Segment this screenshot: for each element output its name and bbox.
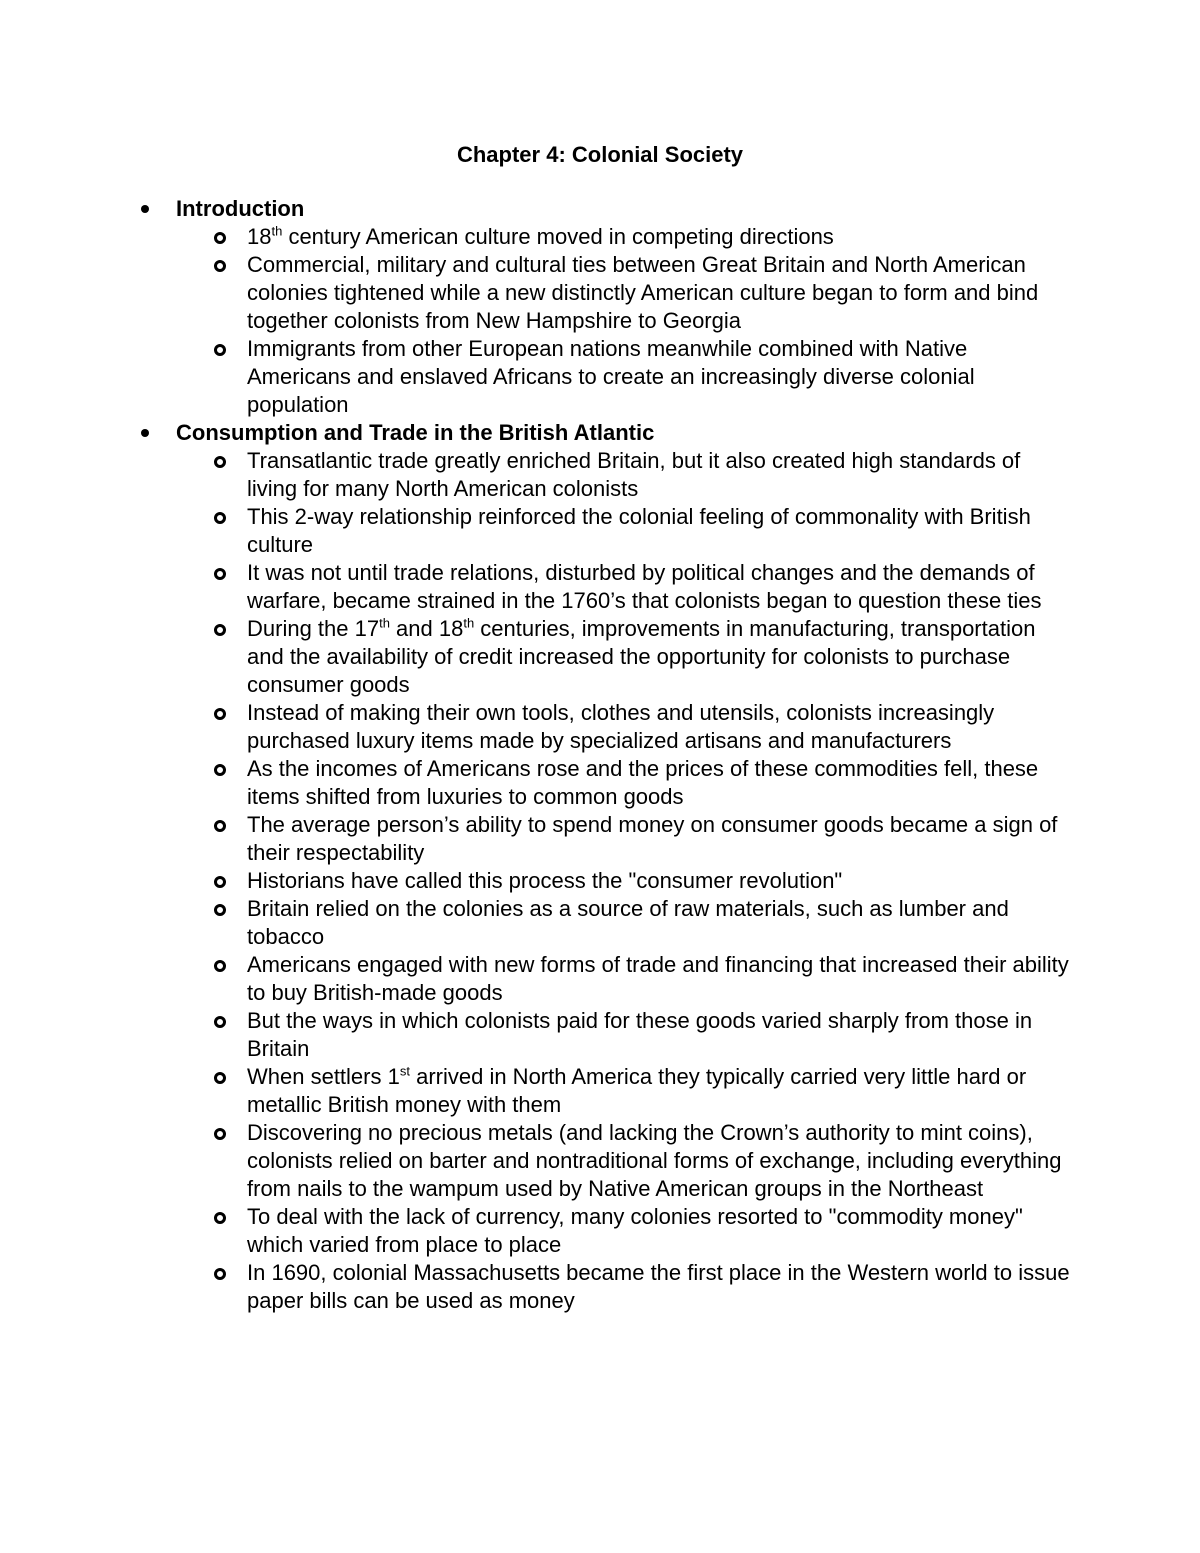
list-item-text: This 2-way relationship reinforced the colonial feeling of commonality with British culture bbox=[247, 504, 1031, 557]
list-item bbox=[140, 755, 1070, 811]
sub-list bbox=[140, 447, 1070, 1315]
hollow-bullet-icon bbox=[214, 568, 226, 580]
ordinal-superscript: th bbox=[463, 615, 475, 631]
list-item bbox=[140, 699, 1070, 755]
hollow-bullet-icon bbox=[214, 820, 226, 832]
hollow-bullet-icon bbox=[214, 1016, 226, 1028]
hollow-bullet-icon bbox=[214, 512, 226, 524]
section bbox=[140, 195, 1070, 419]
section-heading-text: Consumption and Trade in the British Atlantic bbox=[176, 420, 655, 445]
list-item-text: During the 17 bbox=[247, 616, 380, 641]
filled-bullet-icon bbox=[141, 205, 149, 213]
list-item bbox=[140, 951, 1070, 1007]
list-item-text: To deal with the lack of currency, many colonies resorted to "commodity money" which varied from place to place bbox=[247, 1204, 1023, 1257]
list-item-text: Britain relied on the colonies as a source of raw materials, such as lumber and tobacco bbox=[247, 896, 1009, 949]
hollow-bullet-icon bbox=[214, 456, 226, 468]
list-item-text: arrived in North America they typically carried very little hard or metallic British money with them bbox=[247, 1064, 1027, 1117]
list-item-text: Historians have called this process the "consumer revolution" bbox=[247, 868, 843, 893]
list-item bbox=[140, 1063, 1070, 1119]
section-heading bbox=[140, 419, 1070, 447]
list-item bbox=[140, 251, 1070, 335]
hollow-bullet-icon bbox=[214, 624, 226, 636]
sub-list bbox=[140, 223, 1070, 419]
hollow-bullet-icon bbox=[214, 764, 226, 776]
hollow-bullet-icon bbox=[214, 260, 226, 272]
list-item bbox=[140, 1259, 1070, 1315]
list-item-text: century American culture moved in competing directions bbox=[282, 224, 834, 249]
list-item bbox=[140, 447, 1070, 503]
list-item bbox=[140, 895, 1070, 951]
outline-list bbox=[140, 195, 1070, 1315]
list-item-text: But the ways in which colonists paid for these goods varied sharply from those in Britain bbox=[247, 1008, 1033, 1061]
page-title: Chapter 4: Colonial Society bbox=[456, 142, 744, 167]
filled-bullet-icon bbox=[141, 429, 149, 437]
list-item-text: Transatlantic trade greatly enriched Britain, but it also created high standards of living for many North American colonists bbox=[247, 448, 1021, 501]
hollow-bullet-icon bbox=[214, 1072, 226, 1084]
ordinal-superscript: th bbox=[379, 615, 390, 631]
section-heading bbox=[140, 195, 1070, 223]
hollow-bullet-icon bbox=[214, 344, 226, 356]
list-item bbox=[140, 867, 1070, 895]
ordinal-superscript: st bbox=[399, 1063, 410, 1079]
hollow-bullet-icon bbox=[214, 960, 226, 972]
list-item-text: Americans engaged with new forms of trade and financing that increased their ability to buy British-made goods bbox=[247, 952, 1069, 1005]
list-item-text: When settlers 1 bbox=[247, 1064, 400, 1089]
list-item bbox=[140, 223, 1070, 251]
list-item-text: Commercial, military and cultural ties between Great Britain and North American colonies tightened while a new distinctly American culture began to form and bind together colonists from New Hampshire to Georgia bbox=[247, 252, 1039, 333]
list-item-text: centuries, improvements in manufacturing, transportation and the availability of credit increased the opportunity for colonists to purchase consumer goods bbox=[247, 616, 1036, 697]
hollow-bullet-icon bbox=[214, 1212, 226, 1224]
list-item-text: In 1690, colonial Massachusetts became the first place in the Western world to issue paper bills can be used as money bbox=[247, 1260, 1070, 1313]
list-item bbox=[140, 559, 1070, 615]
list-item bbox=[140, 1119, 1070, 1203]
hollow-bullet-icon bbox=[214, 232, 226, 244]
list-item-text: Instead of making their own tools, clothes and utensils, colonists increasingly purchased luxury items made by specialized artisans and manufacturers bbox=[247, 700, 995, 753]
list-item bbox=[140, 1203, 1070, 1259]
list-item bbox=[140, 811, 1070, 867]
list-item-text: and 18 bbox=[389, 616, 464, 641]
list-item bbox=[140, 503, 1070, 559]
list-item-text: Discovering no precious metals (and lacking the Crown’s authority to mint coins), colonists relied on barter and nontraditional forms of exchange, including everything from nails to the wampum used by Native American groups in the Northeast bbox=[247, 1120, 1062, 1201]
list-item-text: The average person’s ability to spend money on consumer goods became a sign of their respectability bbox=[247, 812, 1058, 865]
ordinal-superscript: th bbox=[271, 223, 283, 239]
list-item bbox=[140, 335, 1070, 419]
section-heading-text: Introduction bbox=[176, 196, 305, 221]
list-item bbox=[140, 615, 1070, 699]
list-item bbox=[140, 1007, 1070, 1063]
hollow-bullet-icon bbox=[214, 1268, 226, 1280]
hollow-bullet-icon bbox=[214, 1128, 226, 1140]
list-item-text: 18 bbox=[247, 224, 272, 249]
list-item-text: As the incomes of Americans rose and the prices of these commodities fell, these items shifted from luxuries to common goods bbox=[247, 756, 1039, 809]
hollow-bullet-icon bbox=[214, 708, 226, 720]
section bbox=[140, 419, 1070, 1315]
hollow-bullet-icon bbox=[214, 904, 226, 916]
list-item-text: Immigrants from other European nations meanwhile combined with Native Americans and enslaved Africans to create an increasingly diverse colonial population bbox=[247, 336, 975, 417]
list-item-text: It was not until trade relations, disturbed by political changes and the demands of warfare, became strained in the 1760’s that colonists began to question these ties bbox=[247, 560, 1042, 613]
hollow-bullet-icon bbox=[214, 876, 226, 888]
